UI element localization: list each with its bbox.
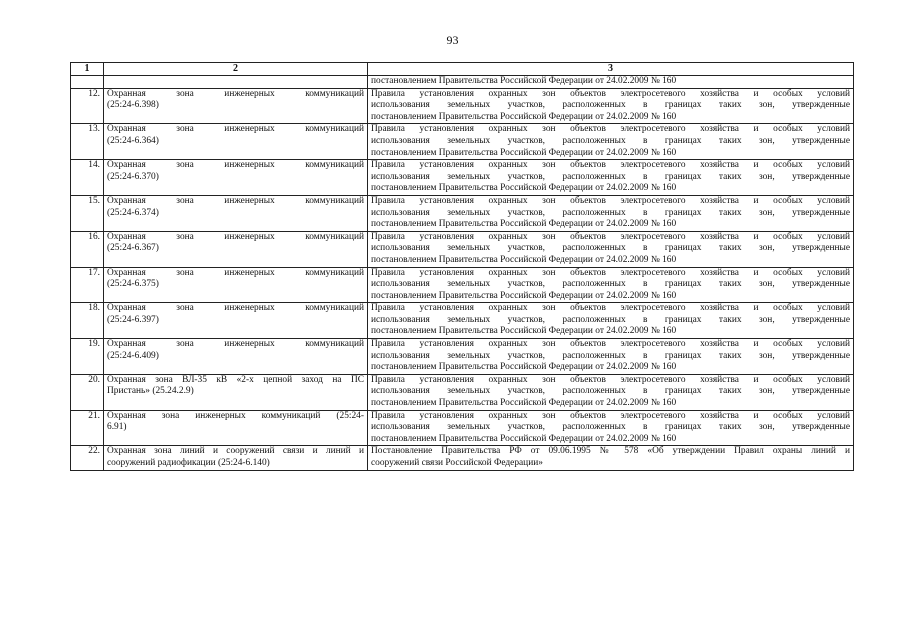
- continuation-zone: [104, 76, 368, 89]
- regulation: [368, 374, 854, 410]
- zone-name-line-1: Охранная зона инженерных коммуникаций: [107, 195, 364, 206]
- regulation-line-2: использования земельных участков, расположенных в границах таких зон, утвержденные: [371, 171, 850, 182]
- table-header-row: [71, 63, 854, 76]
- zone-name: [104, 339, 368, 375]
- zone-name-line-2: (25:24-6.367): [107, 243, 159, 254]
- regulation-line-3: постановлением Правительства Российской Федерации от 24.02.2009 № 160: [371, 362, 677, 373]
- regulation: [368, 303, 854, 339]
- zone-name-line-1: Охранная зона инженерных коммуникаций: [107, 160, 364, 171]
- regulation-line-2: сооружений связи Российской Федерации»: [371, 458, 543, 468]
- zone-name: [104, 410, 368, 446]
- page-number: 93: [446, 33, 459, 47]
- header-col-3: 3: [368, 63, 854, 76]
- row-number: 17.: [71, 267, 104, 303]
- row-number: 22.: [71, 446, 104, 470]
- regulation-line-1: Правила установления охранных зон объектов электросетевого хозяйства и особых условий: [371, 195, 850, 206]
- regulation-line-2: использования земельных участков, расположенных в границах таких зон, утвержденные: [371, 207, 850, 218]
- row-number: 12.: [71, 88, 104, 124]
- zone-name: [104, 124, 368, 160]
- zone-name-line-2: (25:24-6.398): [107, 100, 159, 111]
- row-number: 14.: [71, 160, 104, 196]
- regulation: [368, 160, 854, 196]
- zone-name-line-1: Охранная зона инженерных коммуникаций: [107, 303, 364, 314]
- regulation-line-2: использования земельных участков, расположенных в границах таких зон, утвержденные: [371, 422, 850, 433]
- zone-name-line-2: (25:24-6.375): [107, 279, 159, 290]
- regulation-line-3: постановлением Правительства Российской Федерации от 24.02.2009 № 160: [371, 147, 677, 158]
- table-row: [71, 231, 854, 267]
- row-number: 21.: [71, 410, 104, 446]
- regulation-line-2: использования земельных участков, расположенных в границах таких зон, утвержденные: [371, 314, 850, 325]
- table-row: [71, 374, 854, 410]
- header-col-2: 2: [104, 63, 368, 76]
- zone-name-line-1: Охранная зона инженерных коммуникаций: [107, 124, 364, 135]
- table-row: [71, 160, 854, 196]
- regulation-line-1: Правила установления охранных зон объектов электросетевого хозяйства и особых условий: [371, 410, 850, 421]
- zone-name-line-1: Охранная зона инженерных коммуникаций: [107, 231, 364, 242]
- regulation-line-1: Правила установления охранных зон объектов электросетевого хозяйства и особых условий: [371, 160, 850, 171]
- regulation-line-2: использования земельных участков, расположенных в границах таких зон, утвержденные: [371, 135, 850, 146]
- continuation-num: [71, 76, 104, 89]
- row-number: 16.: [71, 231, 104, 267]
- row-number: 13.: [71, 124, 104, 160]
- continuation-row: [71, 76, 854, 89]
- zone-name-line-1: Охранная зона ВЛ-35 кВ «2-х цепной заход на ПС: [107, 374, 364, 385]
- regulation: [368, 88, 854, 124]
- regulation: [368, 446, 854, 470]
- continuation-rule: постановлением Правительства Российской Федерации от 24.02.2009 № 160: [368, 76, 854, 89]
- zone-name-line-1: Охранная зона инженерных коммуникаций: [107, 267, 364, 278]
- regulation-line-2: использования земельных участков, расположенных в границах таких зон, утвержденные: [371, 350, 850, 361]
- regulation-line-3: постановлением Правительства Российской Федерации от 24.02.2009 № 160: [371, 326, 677, 337]
- regulation-line-1: Правила установления охранных зон объектов электросетевого хозяйства и особых условий: [371, 88, 850, 99]
- regulation-line-1: Постановление Правительства РФ от 09.06.1995 № 578 «Об утверждении Правил охраны линий и: [371, 446, 850, 457]
- zone-name-line-1: Охранная зона инженерных коммуникаций (25:24-: [107, 410, 364, 421]
- zone-name-line-2: (25:24-6.364): [107, 135, 159, 146]
- regulation-line-3: постановлением Правительства Российской Федерации от 24.02.2009 № 160: [371, 183, 677, 194]
- regulation-line-1: Правила установления охранных зон объектов электросетевого хозяйства и особых условий: [371, 124, 850, 135]
- regulation-line-3: постановлением Правительства Российской Федерации от 24.02.2009 № 160: [371, 433, 677, 444]
- regulation-line-3: постановлением Правительства Российской Федерации от 24.02.2009 № 160: [371, 398, 677, 409]
- row-number: 20.: [71, 374, 104, 410]
- regulation-line-1: Правила установления охранных зон объектов электросетевого хозяйства и особых условий: [371, 267, 850, 278]
- zone-name: [104, 374, 368, 410]
- table-row: [71, 303, 854, 339]
- zone-name-line-2: (25:24-6.374): [107, 207, 159, 218]
- regulation-line-1: Правила установления охранных зон объектов электросетевого хозяйства и особых условий: [371, 231, 850, 242]
- zone-name: [104, 231, 368, 267]
- zone-name-line-1: Охранная зона инженерных коммуникаций: [107, 339, 364, 350]
- regulation: [368, 410, 854, 446]
- regulation-line-3: постановлением Правительства Российской Федерации от 24.02.2009 № 160: [371, 290, 677, 301]
- table-row: [71, 446, 854, 470]
- zone-name-line-1: Охранная зона инженерных коммуникаций: [107, 88, 364, 99]
- row-number: 19.: [71, 339, 104, 375]
- regulation: [368, 339, 854, 375]
- table-row: [71, 88, 854, 124]
- table-row: [71, 195, 854, 231]
- zone-name: [104, 267, 368, 303]
- table-row: [71, 124, 854, 160]
- regulation-line-2: использования земельных участков, расположенных в границах таких зон, утвержденные: [371, 279, 850, 290]
- zone-name: [104, 88, 368, 124]
- regulation-line-2: использования земельных участков, расположенных в границах таких зон, утвержденные: [371, 386, 850, 397]
- table-row: [71, 267, 854, 303]
- regulation-line-3: постановлением Правительства Российской Федерации от 24.02.2009 № 160: [371, 111, 677, 122]
- regulation-line-2: использования земельных участков, расположенных в границах таких зон, утвержденные: [371, 100, 850, 111]
- regulation: [368, 195, 854, 231]
- zone-name-line-1: Охранная зона линий и сооружений связи и линий и: [107, 446, 364, 457]
- regulation-line-1: Правила установления охранных зон объектов электросетевого хозяйства и особых условий: [371, 374, 850, 385]
- zone-name-line-2: 6.91): [107, 422, 127, 433]
- regulation: [368, 267, 854, 303]
- zone-name: [104, 303, 368, 339]
- regulation-line-1: Правила установления охранных зон объектов электросетевого хозяйства и особых условий: [371, 339, 850, 350]
- regulation: [368, 124, 854, 160]
- zone-name-line-2: Пристань» (25.24.2.9): [107, 386, 194, 397]
- header-col-1: 1: [71, 63, 104, 76]
- row-number: 18.: [71, 303, 104, 339]
- zones-table: [70, 62, 854, 471]
- regulation-line-3: постановлением Правительства Российской Федерации от 24.02.2009 № 160: [371, 254, 677, 265]
- table-row: [71, 410, 854, 446]
- zone-name: [104, 160, 368, 196]
- zone-name-line-2: (25:24-6.370): [107, 171, 159, 182]
- zone-name: [104, 195, 368, 231]
- regulation-line-1: Правила установления охранных зон объектов электросетевого хозяйства и особых условий: [371, 303, 850, 314]
- zone-name-line-2: (25:24-6.409): [107, 350, 159, 361]
- zone-name-line-2: сооружений радиофикации (25:24-6.140): [107, 458, 270, 468]
- regulation-line-3: постановлением Правительства Российской Федерации от 24.02.2009 № 160: [371, 219, 677, 230]
- zone-name-line-2: (25:24-6.397): [107, 314, 159, 325]
- zone-name: [104, 446, 368, 470]
- row-number: 15.: [71, 195, 104, 231]
- regulation-line-2: использования земельных участков, расположенных в границах таких зон, утвержденные: [371, 243, 850, 254]
- regulation: [368, 231, 854, 267]
- table-row: [71, 339, 854, 375]
